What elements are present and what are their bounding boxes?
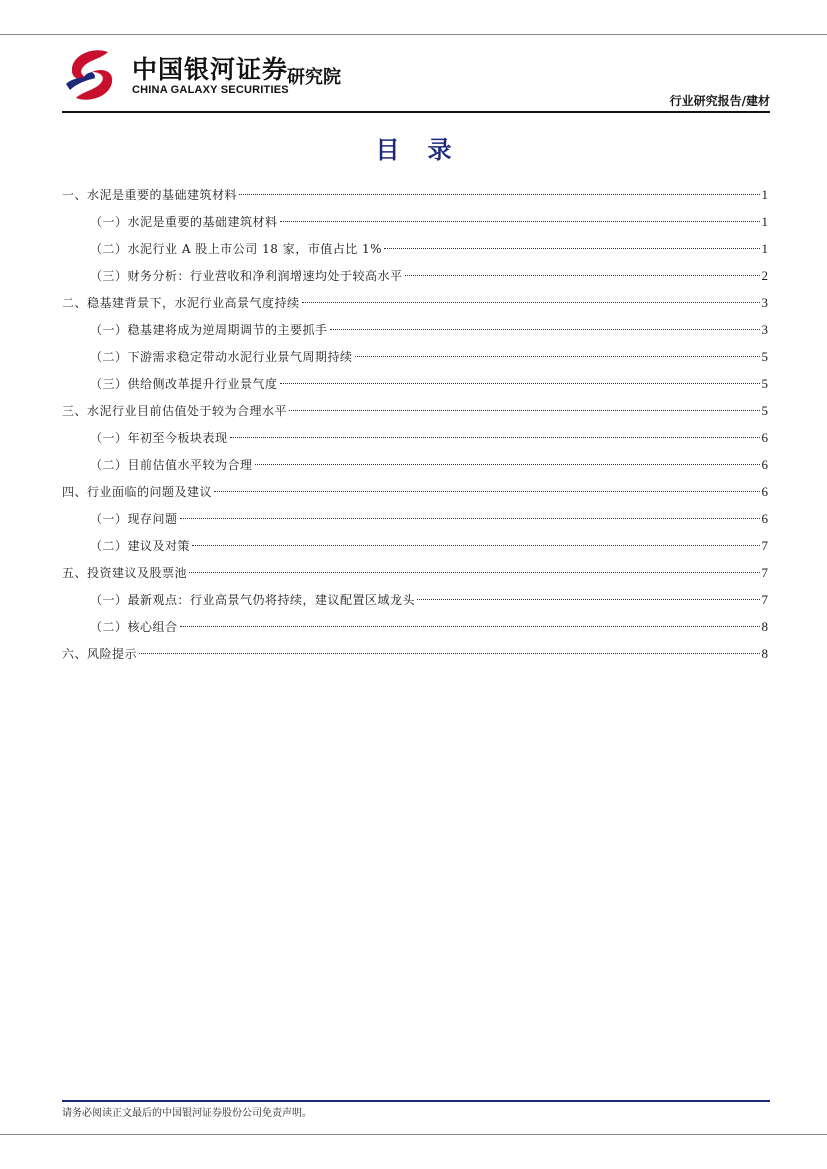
toc-entry-text: （一）稳基建将成为逆周期调节的主要抓手 xyxy=(90,323,328,337)
toc-entry-text: （一）年初至今板块表现 xyxy=(90,431,228,445)
toc-entry-text: （二）下游需求稳定带动水泥行业景气周期持续 xyxy=(90,350,353,364)
toc-entry-page: 7 xyxy=(761,538,768,553)
header-rule xyxy=(62,111,770,113)
toc-entry-page: 5 xyxy=(761,376,768,391)
toc-leader xyxy=(230,437,760,438)
toc-entry-text: （二）目前估值水平较为合理 xyxy=(90,458,253,472)
toc-entry-text: （二）水泥行业 A 股上市公司 18 家，市值占比 1% xyxy=(90,242,383,256)
table-of-contents xyxy=(62,181,768,667)
toc-entry[interactable] xyxy=(62,505,768,532)
footer-rule xyxy=(62,1100,770,1102)
toc-leader xyxy=(189,572,759,573)
toc-entry[interactable] xyxy=(62,343,768,370)
toc-entry-text: （一）水泥是重要的基础建筑材料 xyxy=(90,215,278,229)
toc-entry-text: （二）核心组合 xyxy=(90,620,178,634)
toc-entry[interactable] xyxy=(62,397,768,424)
toc-entry-text: （一）现存问题 xyxy=(90,512,178,526)
toc-entry-page: 1 xyxy=(761,241,768,256)
toc-entry[interactable] xyxy=(62,424,768,451)
toc-entry-page: 3 xyxy=(761,322,768,337)
toc-entry-page: 3 xyxy=(761,295,768,310)
toc-entry-page: 6 xyxy=(761,511,768,526)
footer-disclaimer: 请务必阅读正文最后的中国银河证券股份公司免责声明。 xyxy=(62,1108,312,1119)
toc-entry[interactable] xyxy=(62,532,768,559)
toc-entry-page: 5 xyxy=(761,349,768,364)
toc-leader xyxy=(180,518,760,519)
toc-leader xyxy=(214,491,759,492)
toc-entry-page: 8 xyxy=(761,619,768,634)
toc-leader xyxy=(255,464,760,465)
toc-leader xyxy=(180,626,760,627)
toc-entry-text: （三）财务分析：行业营收和净利润增速均处于较高水平 xyxy=(90,269,403,283)
toc-entry-text: 六、风险提示 xyxy=(62,647,138,661)
toc-leader xyxy=(280,383,760,384)
toc-entry-text: 二、稳基建背景下，水泥行业高景气度持续 xyxy=(62,296,300,310)
toc-leader xyxy=(192,545,759,546)
toc-entry-page: 2 xyxy=(761,268,768,283)
toc-entry-text: 四、行业面临的问题及建议 xyxy=(62,485,213,499)
toc-entry-page: 5 xyxy=(761,403,768,418)
toc-entry[interactable] xyxy=(62,289,768,316)
toc-entry[interactable] xyxy=(62,586,768,613)
toc-entry-page: 7 xyxy=(761,592,768,607)
toc-entry[interactable] xyxy=(62,613,768,640)
toc-leader xyxy=(417,599,759,600)
company-name-cn: 中国银河证券 xyxy=(132,55,289,84)
toc-leader xyxy=(384,248,759,249)
toc-entry[interactable] xyxy=(62,181,768,208)
toc-leader xyxy=(330,329,760,330)
page-top-border xyxy=(0,34,827,35)
toc-entry[interactable] xyxy=(62,262,768,289)
toc-entry[interactable] xyxy=(62,559,768,586)
toc-entry-page: 1 xyxy=(761,214,768,229)
page-header xyxy=(62,46,770,112)
toc-entry-text: 一、水泥是重要的基础建筑材料 xyxy=(62,188,238,202)
toc-entry[interactable] xyxy=(62,451,768,478)
toc-entry-page: 6 xyxy=(761,457,768,472)
toc-entry-text: 五、投资建议及股票池 xyxy=(62,566,188,580)
research-institute-label: 研究院 xyxy=(287,67,341,88)
toc-leader xyxy=(355,356,760,357)
toc-entry-text: 三、水泥行业目前估值处于较为合理水平 xyxy=(62,404,288,418)
toc-entry[interactable] xyxy=(62,208,768,235)
toc-entry-text: （三）供给侧改革提升行业景气度 xyxy=(90,377,278,391)
toc-leader xyxy=(139,653,759,654)
galaxy-logo-icon xyxy=(62,48,122,102)
toc-entry[interactable] xyxy=(62,370,768,397)
page-bottom-border xyxy=(0,1134,827,1135)
toc-entry-page: 8 xyxy=(761,646,768,661)
toc-leader xyxy=(239,194,759,195)
company-name-en: CHINA GALAXY SECURITIES xyxy=(132,84,289,96)
toc-entry-text: （二）建议及对策 xyxy=(90,539,191,553)
toc-leader xyxy=(405,275,760,276)
toc-entry-page: 7 xyxy=(761,565,768,580)
toc-entry[interactable] xyxy=(62,316,768,343)
toc-entry[interactable] xyxy=(62,640,768,667)
toc-entry[interactable] xyxy=(62,235,768,262)
toc-entry-page: 1 xyxy=(761,187,768,202)
toc-entry-page: 6 xyxy=(761,484,768,499)
report-type-label: 行业研究报告/建材 xyxy=(669,94,770,108)
toc-entry-page: 6 xyxy=(761,430,768,445)
toc-entry-text: （一）最新观点：行业高景气仍将持续，建议配置区域龙头 xyxy=(90,593,416,607)
toc-leader xyxy=(302,302,760,303)
toc-entry[interactable] xyxy=(62,478,768,505)
toc-leader xyxy=(280,221,760,222)
toc-title: 目录 xyxy=(375,136,480,164)
toc-leader xyxy=(289,410,759,411)
